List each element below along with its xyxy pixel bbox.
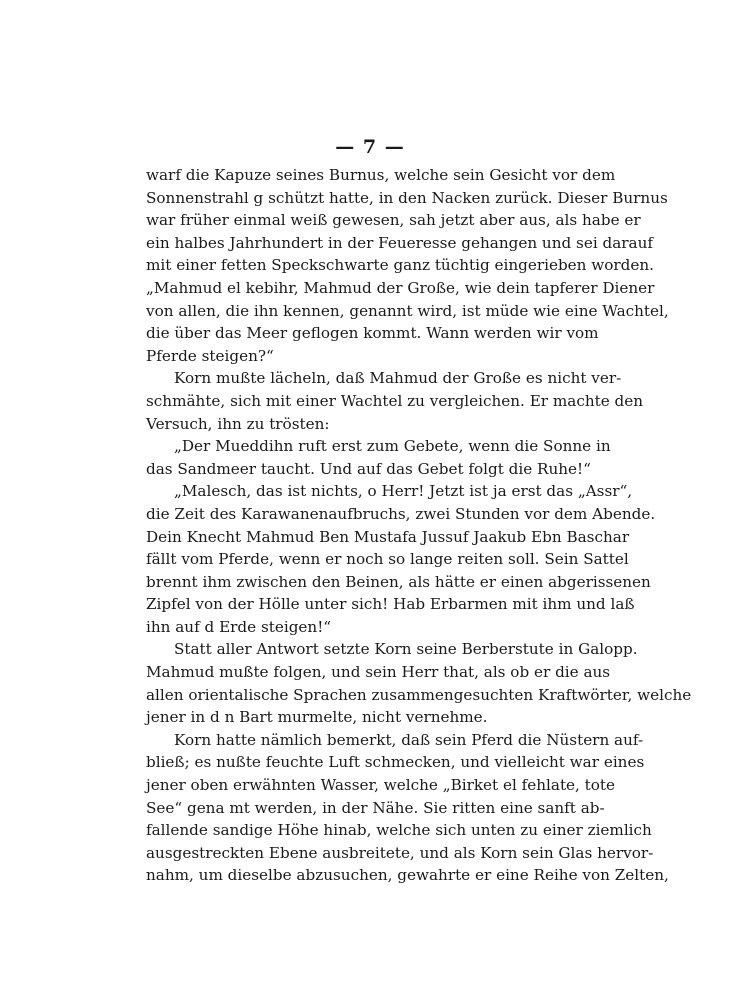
text-line: Korn mußte lächeln, daß Mahmud der Große es nicht ver- — [174, 369, 622, 388]
text-line: die über das Meer geflogen kommt. Wann werden wir vom — [146, 324, 599, 343]
paragraph — [146, 367, 644, 435]
text-line: jener oben erwähnten Wasser, welche „Birket el fehlate, tote — [146, 776, 616, 795]
text-line: nahm, um dieselbe abzusuchen, gewahrte er eine Reihe von Zelten, — [146, 866, 669, 885]
text-line: ihn auf d Erde steigen!“ — [146, 617, 332, 636]
paragraph — [146, 435, 611, 480]
text-line: ausgestreckten Ebene ausbreitete, und als Korn sein Glas hervor- — [146, 843, 654, 862]
text-line: von allen, die ihn kennen, genannt wird, ist müde wie eine Wachtel, — [146, 301, 669, 320]
text-line: fällt vom Pferde, wenn er noch so lange reiten soll. Sein Sattel — [146, 550, 629, 569]
text-line: „Mahmud el kebihr, Mahmud der Große, wie dein tapferer Diener — [146, 278, 655, 297]
paragraph — [146, 729, 669, 887]
text-line: schmähte, sich mit einer Wachtel zu vergleichen. Er machte den — [146, 391, 644, 410]
text-line: brennt ihm zwischen den Beinen, als hätte er einen abgerissenen — [146, 572, 651, 591]
paragraph — [146, 164, 669, 367]
text-line: das Sandmeer taucht. Und auf das Gebet folgt die Ruhe!“ — [146, 459, 591, 478]
page-number: — 7 — — [335, 136, 405, 158]
text-line: Pferde steigen?“ — [146, 346, 274, 365]
text-line: warf die Kapuze seines Burnus, welche sein Gesicht vor dem — [146, 166, 616, 184]
text-line: See“ gena mt werden, in der Nähe. Sie ritten eine sanft ab- — [146, 798, 605, 817]
text-line: Mahmud mußte folgen, und sein Herr that, als ob er die aus — [146, 663, 611, 682]
text-line: Zipfel von der Hölle unter sich! Hab Erbarmen mit ihm und laß — [146, 595, 635, 614]
text-line: bließ; es nußte feuchte Luft schmecken, und vielleicht war eines — [146, 753, 645, 772]
text-line: mit einer fetten Speckschwarte ganz tüchtig eingerieben worden. — [146, 256, 654, 275]
text-line: Sonnenstrahl g schützt hatte, in den Nacken zurück. Dieser Burnus — [146, 188, 668, 207]
text-line: Statt aller Antwort setzte Korn seine Berberstute in Galopp. — [174, 640, 638, 659]
body-text — [146, 164, 692, 887]
text-line: allen orientalische Sprachen zusammengesuchten Kraftwörter, welche — [146, 685, 692, 704]
text-line: „Malesch, das ist nichts, o Herr! Jetzt ist ja erst das „Assr“, — [174, 482, 633, 501]
text-line: die Zeit des Karawanenaufbruchs, zwei Stunden vor dem Abende. — [146, 504, 656, 523]
text-line: „Der Mueddihn ruft erst zum Gebete, wenn die Sonne in — [174, 437, 611, 456]
text-line: Versuch, ihn zu trösten: — [146, 414, 330, 433]
text-line: Korn hatte nämlich bemerkt, daß sein Pferd die Nüstern auf- — [174, 730, 644, 749]
text-line: fallende sandige Höhe hinab, welche sich unten zu einer ziemlich — [146, 821, 652, 840]
text-line: war früher einmal weiß gewesen, sah jetzt aber aus, als habe er — [146, 211, 641, 230]
paragraph — [146, 638, 692, 728]
paragraph — [146, 480, 656, 638]
text-line: Dein Knecht Mahmud Ben Mustafa Jussuf Jaakub Ebn Baschar — [146, 527, 630, 546]
text-line: ein halbes Jahrhundert in der Feueresse gehangen und sei darauf — [146, 233, 654, 252]
text-line: jener in d n Bart murmelte, nicht vernehme. — [146, 708, 488, 727]
